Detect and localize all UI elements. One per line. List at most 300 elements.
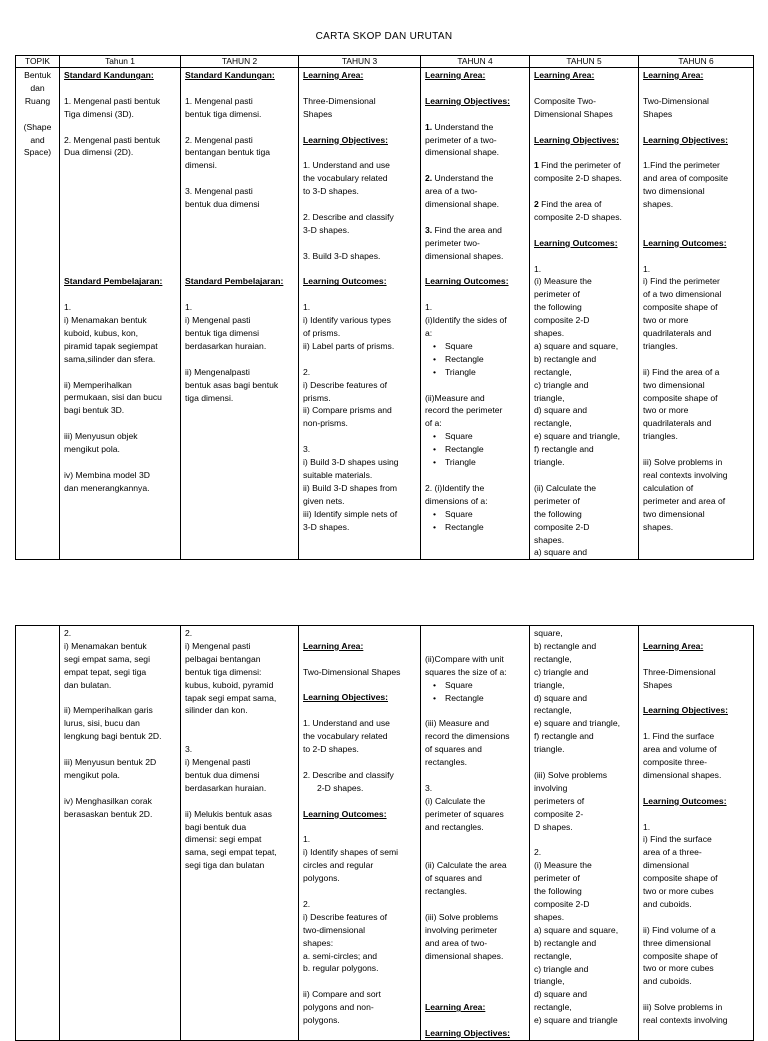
topic-line: Bentuk <box>24 70 51 80</box>
line-spacer <box>425 82 526 95</box>
cell-line: permukaan, sisi dan bucu <box>64 392 162 403</box>
cell-line: rectangles. <box>425 757 468 768</box>
cell-line: iii) Identify simple nets of <box>303 508 398 519</box>
line-spacer <box>185 211 295 224</box>
cell-line: sama,silinder dan sfera. <box>64 353 156 364</box>
line-spacer <box>185 730 295 743</box>
line-spacer <box>643 653 750 666</box>
cell-line: (ii)Measure and <box>425 392 485 403</box>
cell-line: 1. <box>534 263 542 274</box>
cell-line: iii) Solve problems in <box>643 457 723 468</box>
cell-line: kuboid, kubus, kon, <box>64 327 139 338</box>
line-spacer <box>64 159 177 172</box>
line-spacer <box>425 108 526 121</box>
cell-line: suitable materials. <box>303 469 373 480</box>
cell-line: Shapes <box>303 108 333 119</box>
cell-line: i) Build 3-D shapes using <box>303 457 399 468</box>
line-spacer <box>534 82 635 95</box>
cell-line: and cuboids. <box>643 976 692 987</box>
bullet-item: • Rectangle <box>425 443 526 456</box>
cell-line: two or more <box>643 315 689 326</box>
cell-line: dimensional shapes. <box>425 250 504 261</box>
section-heading: Standard Pembelajaran: <box>64 276 163 287</box>
cell-line: ii) Compare prisms and <box>303 405 392 416</box>
cell-line: to 3-D shapes. <box>303 186 359 197</box>
line-spacer <box>534 250 635 263</box>
cell-line: d) square and <box>534 405 588 416</box>
line-spacer <box>643 808 750 821</box>
cell-tahun-4 <box>421 68 530 560</box>
cell-tahun-6 <box>639 68 754 560</box>
cell-line: of prisms. <box>303 328 341 339</box>
cell-line: the following <box>534 886 582 897</box>
cell-line: bagi bentuk dua <box>185 821 247 832</box>
cell-line: (ii) Calculate the <box>534 482 597 493</box>
cell-line: 2. <box>185 628 193 638</box>
cell-line: perimeters of <box>534 795 585 806</box>
line-spacer <box>64 121 177 134</box>
line-spacer <box>64 185 177 198</box>
cell-tahun-1 <box>60 68 181 560</box>
cell-line: 1. <box>643 263 651 274</box>
cell-line: area of a three- <box>643 847 702 858</box>
cell-line: i) Mengenal pasti <box>185 315 251 326</box>
line-spacer <box>64 224 177 237</box>
cell-line: i) Describe features of <box>303 379 388 390</box>
topic-line: and <box>30 134 45 145</box>
cell-line: dimensional shapes. <box>643 769 722 780</box>
cell-line: perimeter two- <box>425 237 480 248</box>
cell-line: iv) Membina model 3D <box>64 469 150 480</box>
line-spacer <box>303 756 417 769</box>
cell-line: rectangle, <box>534 653 572 664</box>
cell-line: record the dimensions <box>425 731 510 742</box>
cell-line: dimensional shape. <box>425 199 500 210</box>
line-spacer <box>534 469 635 482</box>
cell-line: dan menerangkannya. <box>64 482 150 493</box>
section-heading: Learning Outcomes: <box>425 276 509 287</box>
cell-line: the following <box>534 508 582 519</box>
line-spacer <box>303 237 417 250</box>
topic-line: (Shape <box>23 121 52 132</box>
cell-line: Three-Dimensional <box>303 95 376 106</box>
cell-line: c) triangle and <box>534 379 589 390</box>
line-spacer <box>185 717 295 730</box>
cell-line: kubus, kuboid, pyramid <box>185 679 274 690</box>
cell-line: composite 2-D <box>534 899 590 909</box>
cell-line: rectangle, <box>534 705 572 716</box>
cell-line: dimensional <box>643 860 689 871</box>
section-heading: Learning Objectives: <box>425 95 511 106</box>
cell-line: ii) Find volume of a <box>643 924 716 935</box>
cell-line: 2. Describe and classify <box>303 769 394 780</box>
cell-line: shapes. <box>534 328 565 339</box>
cell-line: i) Menamakan bentuk <box>64 315 147 326</box>
cell-line: 1 Find the perimeter of <box>534 160 621 171</box>
header-tahun-5: TAHUN 5 <box>530 56 639 68</box>
cell-line: ii) Mengenalpasti <box>185 366 250 377</box>
section-heading: Learning Outcomes: <box>643 237 727 248</box>
line-spacer <box>425 211 526 224</box>
bullet-item: • Square <box>425 508 526 521</box>
line-spacer <box>643 717 750 730</box>
section-heading: Learning Area: <box>534 70 595 80</box>
line-spacer <box>303 627 417 640</box>
cell-line: sama, segi empat tepat, <box>185 847 277 858</box>
cell-line: composite 2-D <box>534 315 590 326</box>
cell-line: a) square and square, <box>534 340 619 351</box>
section-heading: Learning Area: <box>425 1002 486 1013</box>
line-spacer <box>64 198 177 211</box>
cell-line: ii) Find the area of a <box>643 366 720 377</box>
line-spacer <box>425 627 526 640</box>
cell-line: triangle, <box>534 679 565 690</box>
cell-line: 1.Find the perimeter <box>643 160 720 171</box>
line-spacer <box>185 172 295 185</box>
cell-line: two or more cubes <box>643 886 714 897</box>
cell-line: 1. Understand and use <box>303 718 390 729</box>
cell-line: e) square and triangle <box>534 1015 618 1026</box>
cell-line: rectangle, <box>534 418 572 429</box>
cell-line: shapes. <box>534 911 565 922</box>
line-spacer <box>303 121 417 134</box>
cell-line: 2-D shapes. <box>317 782 364 793</box>
cell-line: 2. Describe and classify <box>303 211 394 222</box>
section-heading: Learning Objectives: <box>534 134 620 145</box>
line-spacer <box>185 82 295 95</box>
header-tahun-3: TAHUN 3 <box>299 56 421 68</box>
cell-line: i) Describe features of <box>303 911 388 922</box>
cell-line: area of a two- <box>425 186 478 197</box>
cell-line: i) Mengenal pasti <box>185 757 251 768</box>
cell-line: iii) Solve problems in <box>643 1002 723 1013</box>
cell-line: f) rectangle and <box>534 731 594 742</box>
line-spacer <box>64 288 177 301</box>
cell-line: 1. Mengenal pasti bentuk <box>64 95 161 106</box>
cell-line: Shapes <box>643 679 673 690</box>
line-spacer <box>643 988 750 1001</box>
cell-line: 1. Find the surface <box>643 731 715 742</box>
cell-line: perimeter of squares <box>425 808 504 819</box>
cell-line: non-prisms. <box>303 418 348 429</box>
cell-line: perimeter of <box>534 873 580 884</box>
cell-line: 1. <box>64 302 72 313</box>
cell-line: and area of composite <box>643 173 729 184</box>
cell-line: two dimensional <box>643 379 705 390</box>
line-spacer <box>185 353 295 366</box>
cell-line: quadrilaterals and <box>643 328 712 339</box>
line-spacer <box>425 379 526 392</box>
cell-line: iii) Menyusun objek <box>64 431 138 442</box>
section-heading: Learning Area: <box>643 70 704 80</box>
cell-tahun-6 <box>639 626 754 1041</box>
cell-line: composite shape of <box>643 873 718 884</box>
cell-line: a) square and <box>534 547 588 558</box>
line-spacer <box>643 443 750 456</box>
cell-line: i) Identify shapes of semi <box>303 847 399 858</box>
cell-line: shapes. <box>534 534 565 545</box>
cell-line: 3. <box>185 744 193 755</box>
line-spacer <box>643 353 750 366</box>
cell-line: of squares and <box>425 873 482 884</box>
cell-line: tiga dimensi. <box>185 392 234 403</box>
table-row <box>16 626 754 1041</box>
cell-line: triangle. <box>534 457 565 468</box>
header-tahun-1: Tahun 1 <box>60 56 181 68</box>
cell-line: two dimensional <box>643 508 705 519</box>
cell-line: 3. Build 3-D shapes. <box>303 250 381 261</box>
cell-line: dimensional shapes. <box>425 950 504 961</box>
cell-line: b) rectangle and <box>534 353 597 364</box>
topic-line: Space) <box>23 147 52 158</box>
section-heading: Learning Outcomes: <box>303 276 387 287</box>
cell-line: 1. <box>185 302 193 313</box>
line-spacer <box>185 262 295 275</box>
cell-line: shapes. <box>643 199 674 210</box>
line-spacer <box>534 756 635 769</box>
line-spacer <box>643 250 750 263</box>
cell-line: lurus, sisi, bucu dan <box>64 718 140 729</box>
cell-line: quadrilaterals and <box>643 418 712 429</box>
line-spacer <box>303 430 417 443</box>
cell-line: squares the size of a: <box>425 666 507 677</box>
cell-line: of a: <box>425 418 442 429</box>
line-spacer <box>425 1014 526 1027</box>
cell-line: dimensi. <box>185 160 217 171</box>
cell-line: 2. <box>534 847 542 858</box>
cell-line: involving perimeter <box>425 924 498 935</box>
cell-tahun-2 <box>181 626 299 1041</box>
line-spacer <box>185 237 295 250</box>
cell-line: polygons. <box>303 873 340 884</box>
line-spacer <box>303 704 417 717</box>
section-heading: Learning Area: <box>303 70 364 80</box>
cell-line: and area of two- <box>425 937 488 948</box>
cell-line: 2 Find the area of <box>534 199 602 209</box>
line-spacer <box>534 146 635 159</box>
cell-line: i) Menamakan bentuk <box>64 640 147 651</box>
line-spacer <box>425 159 526 172</box>
topic-spacer <box>17 108 58 121</box>
cell-line: perimeter of <box>534 289 580 300</box>
header-tahun-2: TAHUN 2 <box>181 56 299 68</box>
cell-line: polygons. <box>303 1015 340 1026</box>
cell-line: prisms. <box>303 392 331 403</box>
line-spacer <box>185 121 295 134</box>
document-title: CARTA SKOP DAN URUTAN <box>315 31 453 42</box>
line-spacer <box>303 353 417 366</box>
header-tahun-6: TAHUN 6 <box>639 56 754 68</box>
line-spacer <box>64 417 177 430</box>
line-spacer <box>64 237 177 250</box>
line-spacer <box>425 833 526 846</box>
cell-line: c) triangle and <box>534 666 589 677</box>
cell-line: composite 2-D shapes. <box>534 211 622 222</box>
section-heading: Standard Kandungan: <box>185 70 275 80</box>
line-spacer <box>64 211 177 224</box>
section-heading: Learning Area: <box>643 640 704 651</box>
cell-line: (iii) Solve problems <box>534 769 608 780</box>
section-heading: Standard Pembelajaran: <box>185 276 284 287</box>
line-spacer <box>425 263 526 276</box>
cell-line: Three-Dimensional <box>643 666 716 677</box>
cell-tahun-2 <box>181 68 299 560</box>
cell-line: 2. Mengenal pasti <box>185 134 253 145</box>
cell-line: two or more <box>643 405 689 416</box>
line-spacer <box>643 782 750 795</box>
line-spacer <box>64 456 177 469</box>
cell-line: 3. Find the area and <box>425 224 502 235</box>
line-spacer <box>303 263 417 276</box>
cell-line: triangle. <box>534 744 565 755</box>
cell-line: circles and regular <box>303 860 374 871</box>
cell-line: composite 2-D <box>534 521 590 532</box>
cell-line: 1. <box>303 302 311 313</box>
line-spacer <box>425 988 526 1001</box>
line-spacer <box>185 795 295 808</box>
cell-line: rectangle, <box>534 950 572 961</box>
cell-line: of squares and <box>425 744 482 755</box>
line-spacer <box>643 146 750 159</box>
section-heading: Learning Objectives: <box>425 1027 511 1038</box>
cell-line: involving <box>534 782 568 793</box>
line-spacer <box>64 692 177 705</box>
line-spacer <box>185 250 295 263</box>
cell-line: segi empat sama, segi <box>64 653 150 664</box>
cell-tahun-3 <box>299 626 421 1041</box>
cell-line: piramid tapak segiempat <box>64 340 158 351</box>
line-spacer <box>425 469 526 482</box>
line-spacer <box>534 121 635 134</box>
cell-line: Shapes <box>643 108 673 119</box>
cell-line: Composite Two- <box>534 95 596 106</box>
line-spacer <box>643 82 750 95</box>
cell-line: Tiga dimensi (3D). <box>64 108 134 119</box>
cell-line: 1. <box>303 834 311 845</box>
cell-line: e) square and triangle, <box>534 431 620 442</box>
cell-line: mengikut pola. <box>64 444 120 455</box>
cell-line: a) square and square, <box>534 924 619 935</box>
cell-line: d) square and <box>534 692 588 703</box>
cell-line: empat tepat, segi tiga <box>64 666 147 677</box>
line-spacer <box>303 885 417 898</box>
cell-line: perimeter of a two- <box>425 134 497 145</box>
topic-line: Ruang <box>24 95 51 106</box>
cell-line: triangles. <box>643 340 678 351</box>
cell-line: two-dimensional <box>303 924 366 935</box>
section-heading: Learning Objectives: <box>643 705 729 716</box>
cell-line: (iii) Measure and <box>425 718 489 729</box>
cell-line: berdasarkan huraian. <box>185 340 267 351</box>
line-spacer <box>303 821 417 834</box>
cell-line: bentuk tiga dimensi. <box>185 108 262 119</box>
cell-line: bentangan bentuk tiga <box>185 147 271 158</box>
cell-line: square, <box>534 628 563 638</box>
cell-line: 3-D shapes. <box>303 521 350 532</box>
bullet-item: • Triangle <box>425 456 526 469</box>
line-spacer <box>64 172 177 185</box>
cell-line: i) Find the surface <box>643 834 712 845</box>
cell-line: (i) Measure the <box>534 860 592 871</box>
cell-line: shapes: <box>303 937 334 948</box>
cell-line: 1. <box>425 302 433 313</box>
topic-cell <box>16 626 60 1041</box>
cell-line: silinder dan kon. <box>185 705 248 716</box>
cell-line: 1. Understand and use <box>303 160 390 171</box>
line-spacer <box>64 250 177 263</box>
cell-line: b. regular polygons. <box>303 963 379 974</box>
cell-line: rectangle, <box>534 366 572 377</box>
cell-line: composite three- <box>643 757 708 767</box>
topic-cell <box>16 68 60 560</box>
line-spacer <box>303 288 417 301</box>
cell-line: dimensional shape. <box>425 147 500 158</box>
line-spacer <box>185 288 295 301</box>
cell-line: 3-D shapes. <box>303 224 350 235</box>
cell-line: bentuk tiga dimensi: <box>185 666 262 677</box>
line-spacer <box>64 82 177 95</box>
bullet-item: • Square <box>425 430 526 443</box>
line-spacer <box>425 898 526 911</box>
cell-line: and rectangles. <box>425 821 484 832</box>
header-tahun-4: TAHUN 4 <box>421 56 530 68</box>
cell-line: 3. <box>303 444 311 455</box>
line-spacer <box>643 121 750 134</box>
cell-line: d) square and <box>534 989 588 1000</box>
cell-line: triangles. <box>643 431 678 442</box>
section-heading: Learning Objectives: <box>303 692 389 703</box>
cell-line: dan bulatan. <box>64 679 112 690</box>
cell-line: two or more cubes <box>643 963 714 974</box>
cell-line: ii) Compare and sort <box>303 989 381 1000</box>
line-spacer <box>643 911 750 924</box>
line-spacer <box>303 198 417 211</box>
section-heading: Learning Area: <box>425 70 486 80</box>
cell-line: and cuboids. <box>643 898 692 909</box>
cell-line: 2. <box>303 898 311 909</box>
cell-line: Dua dimensi (2D). <box>64 147 134 158</box>
bullet-item: • Triangle <box>425 366 526 379</box>
bullet-item: • Square <box>425 679 526 692</box>
cell-line: iv) Menghasilkan corak <box>64 795 152 806</box>
cell-line: berasaskan bentuk 2D. <box>64 808 153 819</box>
cell-line: bentuk tiga dimensi <box>185 327 260 338</box>
cell-line: i) Find the perimeter <box>643 276 720 287</box>
line-spacer <box>303 975 417 988</box>
cell-line: the vocabulary related <box>303 173 388 184</box>
cell-line: e) square and triangle, <box>534 718 620 729</box>
cell-line: (i) Measure the <box>534 276 592 287</box>
cell-line: 3. <box>425 782 433 793</box>
line-spacer <box>303 82 417 95</box>
cell-line: lengkung bagi bentuk 2D. <box>64 731 162 742</box>
cell-line: composite shape of <box>643 302 718 313</box>
cell-line: pelbagai bentangan <box>185 653 261 664</box>
scope-table-page2 <box>15 625 754 1041</box>
cell-line: D shapes. <box>534 821 573 832</box>
line-spacer <box>64 782 177 795</box>
cell-line: c) triangle and <box>534 963 589 974</box>
line-spacer <box>425 769 526 782</box>
bullet-item: • Rectangle <box>425 692 526 705</box>
cell-line: ii) Memperihalkan <box>64 379 132 390</box>
section-heading: Learning Outcomes: <box>643 795 727 806</box>
cell-line: iii) Menyusun bentuk 2D <box>64 757 157 768</box>
cell-line: (iii) Solve problems <box>425 911 499 922</box>
cell-line: composite shape of <box>643 950 718 961</box>
cell-line: real contexts involving <box>643 469 728 480</box>
cell-line: ii) Build 3-D shapes from <box>303 482 398 493</box>
